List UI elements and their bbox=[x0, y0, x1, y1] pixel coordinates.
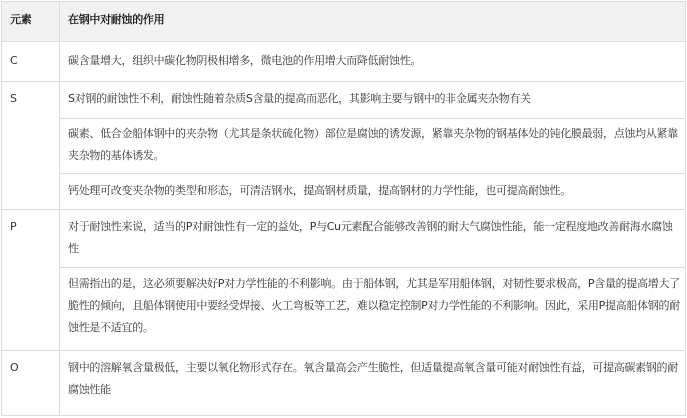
row-divider-c bbox=[1, 81, 686, 82]
table-border-right bbox=[685, 1, 686, 416]
element-p: P bbox=[10, 220, 17, 233]
effect-o-paragraph-1: 钢中的溶解氧含量极低，主要以氧化物形式存在。氧含量高会产生脆性，但适量提高氧含量可能对耐蚀性有益，可提高碳素钢的耐腐蚀性能 bbox=[68, 361, 678, 396]
effect-s-paragraph-1: S对钢的耐蚀性不利，耐蚀性随着杂质S含量的提高而恶化，其影响主要与钢中的非金属夹杂物有关 bbox=[68, 92, 531, 105]
table-border-left bbox=[1, 1, 2, 416]
paragraph-divider-p1 bbox=[59, 267, 686, 268]
effect-s-paragraph-3: 钙处理可改变夹杂物的类型和形态，可清洁钢水，提高钢材质量，提高钢材的力学性能，也可提高耐蚀性。 bbox=[68, 184, 571, 197]
row-divider-p bbox=[1, 350, 686, 351]
table-border-bottom bbox=[1, 415, 686, 416]
effect-p-paragraph-2: 但需指出的是，这必须要解决好P对力学性能的不利影响。由于船体钢，尤其是军用船体钢，对韧性要求极高，P含量的提高增大了脆性的倾向，且船体钢使用中要经受焊接、火工弯板等工艺，难以稳定控制P对力学性能的不利影响。因此，采用P提高船体钢的耐蚀性是不适宜的。 bbox=[68, 277, 680, 334]
table-border-top bbox=[1, 1, 686, 2]
element-o: O bbox=[10, 361, 19, 374]
effect-c-paragraph-1: 碳含量增大，组织中碳化物阴极相增多，微电池的作用增大而降低耐蚀性。 bbox=[68, 54, 422, 67]
effect-s-paragraph-2: 碳素、低合金船体钢中的夹杂物（尤其是条状硫化物）部位是腐蚀的诱发源，紧靠夹杂物的钢基体处的钝化膜最弱，点蚀均从紧靠夹杂物的基体诱发。 bbox=[68, 127, 678, 162]
header-divider bbox=[1, 41, 686, 42]
paragraph-divider-s2 bbox=[59, 173, 686, 174]
element-corrosion-table bbox=[1, 1, 686, 416]
element-s: S bbox=[10, 92, 17, 105]
paragraph-divider-s1 bbox=[59, 118, 686, 119]
effect-p-paragraph-1: 对于耐蚀性来说，适当的P对耐蚀性有一定的益处，P与Cu元素配合能够改善钢的耐大气腐蚀性能，能一定程度地改善耐海水腐蚀性 bbox=[68, 220, 673, 255]
row-divider-s bbox=[1, 209, 686, 210]
header-effect: 在钢中对耐蚀的作用 bbox=[68, 13, 165, 26]
column-divider bbox=[59, 1, 60, 416]
element-c: C bbox=[10, 54, 18, 67]
header-element: 元素 bbox=[10, 13, 32, 26]
